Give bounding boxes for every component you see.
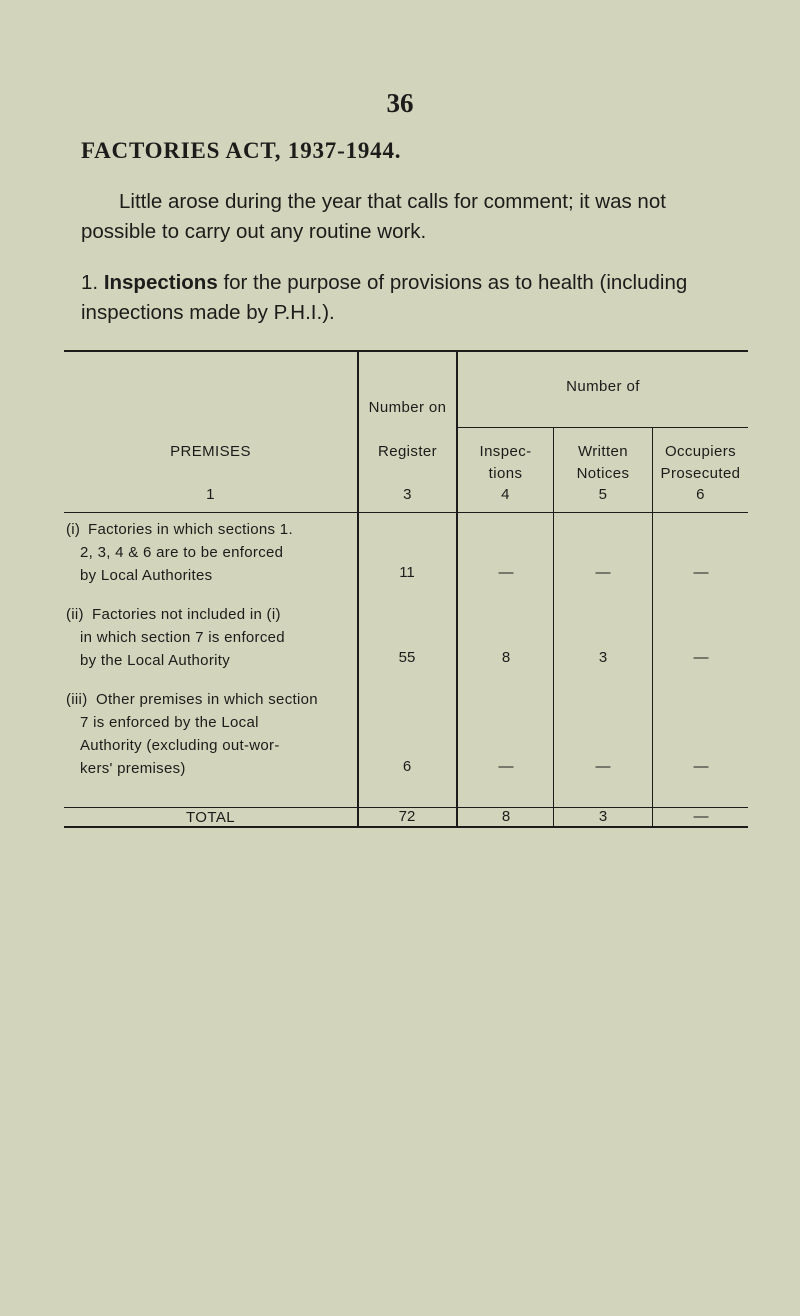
cell-inspections: 8 <box>501 649 511 666</box>
row-label-line: Authority (excluding out-wor- <box>80 737 280 754</box>
table-row-label <box>66 518 356 587</box>
header-inspections-line1: Inspec- <box>479 443 532 460</box>
inspections-paragraph <box>81 268 731 328</box>
header-register-line1: Number on <box>368 399 447 416</box>
intro-paragraph: Little arose during the year that calls for comment; it was not possible to carry out any routine work. <box>81 190 666 243</box>
cell-register: 6 <box>402 758 412 775</box>
row-label-line: Factories in which sections 1. <box>88 521 293 538</box>
item-text: for the purpose of provisions as to health (including inspections made by P.H.I.). <box>81 271 688 324</box>
header-inspections-line2: tions <box>488 465 523 482</box>
header-register-col: 3 <box>403 486 412 503</box>
header-inspections-col: 4 <box>501 486 510 503</box>
cell-register: 11 <box>399 564 415 581</box>
page-number: 36 <box>386 88 414 118</box>
row-number: (ii) <box>66 606 84 623</box>
cell-notices: 3 <box>598 649 608 666</box>
row-label-line: by Local Authorites <box>80 567 213 584</box>
row-label-line: 2, 3, 4 & 6 are to be enforced <box>80 544 284 561</box>
cell-notices: — <box>595 758 611 775</box>
header-notices-line2: Notices <box>576 465 630 482</box>
total-prosecuted: — <box>693 808 709 825</box>
inspections-table <box>64 350 748 828</box>
row-label-line: kers' premises) <box>80 760 186 777</box>
cell-notices: — <box>595 564 611 581</box>
cell-inspections: — <box>498 758 514 775</box>
header-notices-line1: Written <box>577 443 629 460</box>
table-row-label <box>66 688 356 780</box>
header-premises: PREMISES <box>170 443 251 460</box>
table-row-label <box>66 603 356 672</box>
cell-prosecuted: — <box>693 649 709 666</box>
item-number: 1. <box>81 271 99 294</box>
header-notices-col: 5 <box>598 486 608 503</box>
header-number-of: Number of <box>566 378 640 395</box>
header-premises-col: 1 <box>206 486 215 503</box>
row-number: (iii) <box>66 691 88 708</box>
total-inspections: 8 <box>501 808 511 825</box>
total-label: TOTAL <box>186 809 235 826</box>
row-label-line: 7 is enforced by the Local <box>80 714 259 731</box>
header-prosecuted-line2: Prosecuted <box>660 465 741 482</box>
row-label-line: Other premises in which section <box>96 691 318 708</box>
item-bold-term: Inspections <box>103 271 218 294</box>
cell-prosecuted: — <box>693 564 709 581</box>
header-prosecuted-col: 6 <box>696 486 705 503</box>
header-prosecuted-line1: Occupiers <box>664 443 737 460</box>
row-label-line: Factories not included in (i) <box>92 606 281 623</box>
cell-register: 55 <box>398 649 416 666</box>
row-label-line: by the Local Authority <box>80 652 231 669</box>
total-notices: 3 <box>598 808 608 825</box>
cell-prosecuted: — <box>693 758 709 775</box>
row-label-line: in which section 7 is enforced <box>80 629 285 646</box>
page-heading: FACTORIES ACT, 1937-1944. <box>81 138 402 163</box>
total-register: 72 <box>398 808 416 825</box>
header-register-line2: Register <box>377 443 438 460</box>
row-number: (i) <box>66 521 81 538</box>
cell-inspections: — <box>498 564 514 581</box>
